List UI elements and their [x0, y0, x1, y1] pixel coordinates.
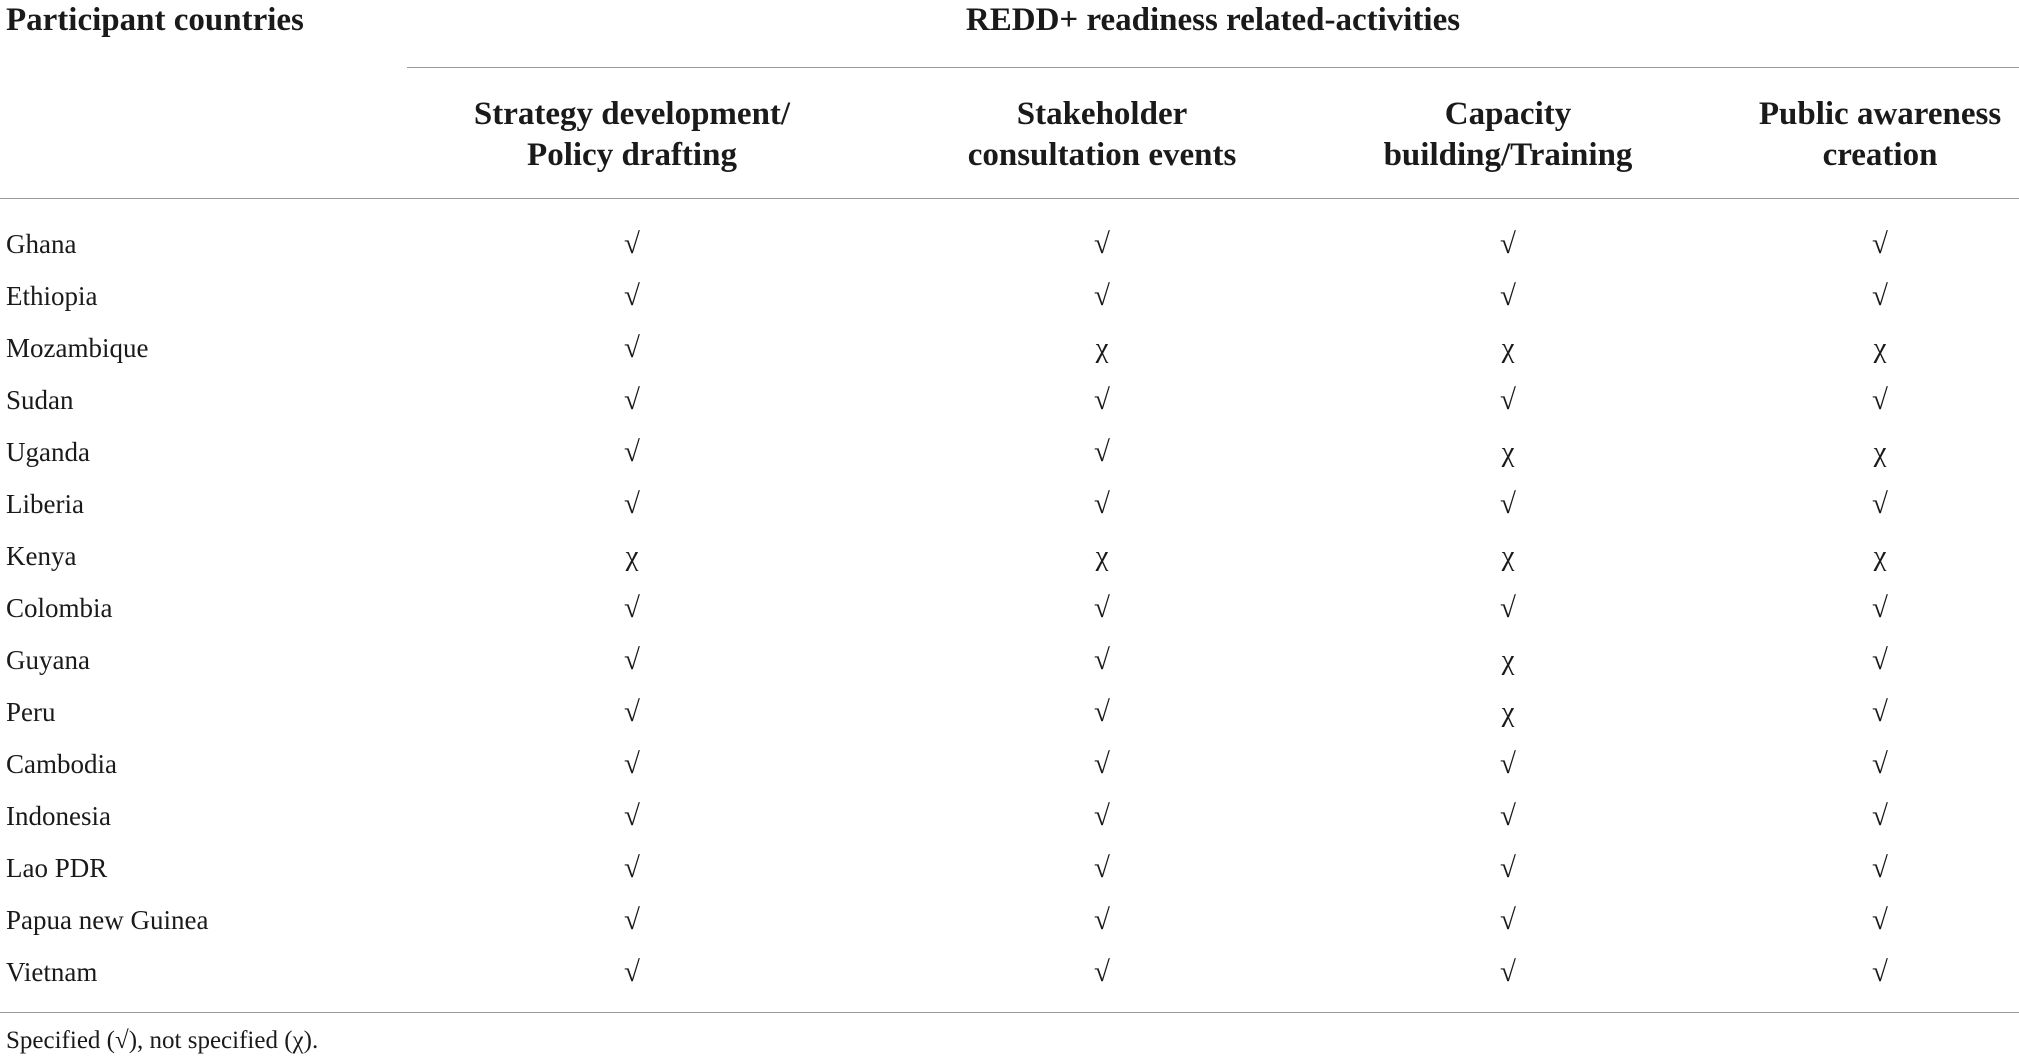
country-cell: Uganda: [6, 437, 90, 467]
specified-mark-public-awareness: √: [1872, 488, 1888, 520]
table-row: [0, 790, 2019, 842]
redd-activities-group-header: REDD+ readiness related-activities: [965, 2, 1461, 38]
specified-mark-strategy-development: √: [624, 384, 640, 416]
specified-mark-capacity-building: √: [1500, 592, 1516, 624]
specified-mark-strategy-development: √: [624, 436, 640, 468]
not-specified-mark-stakeholder-consultation: χ: [1095, 332, 1109, 364]
table-row: [0, 426, 2019, 478]
table-row: [0, 218, 2019, 270]
specified-mark-strategy-development: √: [624, 696, 640, 728]
specified-mark-stakeholder-consultation: √: [1094, 904, 1110, 936]
specified-mark-capacity-building: √: [1500, 748, 1516, 780]
not-specified-mark-strategy-development: χ: [625, 540, 639, 572]
country-cell: Kenya: [6, 541, 77, 571]
table-row: [0, 946, 2019, 998]
specified-mark-capacity-building: √: [1500, 956, 1516, 988]
specified-mark-strategy-development: √: [624, 488, 640, 520]
specified-mark-stakeholder-consultation: √: [1094, 384, 1110, 416]
specified-mark-capacity-building: √: [1500, 384, 1516, 416]
country-cell: Ghana: [6, 229, 77, 259]
specified-mark-capacity-building: √: [1500, 228, 1516, 260]
specified-mark-public-awareness: √: [1872, 956, 1888, 988]
table-row: [0, 634, 2019, 686]
specified-mark-public-awareness: √: [1872, 748, 1888, 780]
country-cell: Cambodia: [6, 749, 117, 779]
not-specified-mark-public-awareness: χ: [1873, 332, 1887, 364]
table-row: [0, 478, 2019, 530]
specified-mark-public-awareness: √: [1872, 800, 1888, 832]
column-header-capacity-building: Capacity building/Training: [1383, 96, 1633, 173]
group-header-rule: [407, 67, 2019, 68]
column-header-stakeholder-consultation: Stakeholder consultation events: [967, 96, 1237, 173]
participant-countries-header: Participant countries: [6, 2, 304, 38]
specified-mark-public-awareness: √: [1872, 644, 1888, 676]
not-specified-mark-capacity-building: χ: [1501, 540, 1515, 572]
table-row: [0, 842, 2019, 894]
column-header-strategy-development: Strategy development/ Policy drafting: [473, 96, 791, 173]
country-cell: Peru: [6, 697, 56, 727]
country-cell: Liberia: [6, 489, 84, 519]
not-specified-mark-capacity-building: χ: [1501, 436, 1515, 468]
specified-mark-stakeholder-consultation: √: [1094, 592, 1110, 624]
specified-mark-strategy-development: √: [624, 280, 640, 312]
table-row: [0, 894, 2019, 946]
table-footnote: Specified (√), not specified (χ).: [6, 1027, 319, 1054]
specified-mark-stakeholder-consultation: √: [1094, 748, 1110, 780]
table-row: [0, 738, 2019, 790]
table-row: [0, 270, 2019, 322]
country-cell: Lao PDR: [6, 853, 108, 883]
specified-mark-stakeholder-consultation: √: [1094, 852, 1110, 884]
table-row: [0, 322, 2019, 374]
specified-mark-stakeholder-consultation: √: [1094, 696, 1110, 728]
country-cell: Ethiopia: [6, 281, 98, 311]
not-specified-mark-stakeholder-consultation: χ: [1095, 540, 1109, 572]
table-bottom-rule: [0, 1012, 2019, 1013]
specified-mark-stakeholder-consultation: √: [1094, 956, 1110, 988]
specified-mark-stakeholder-consultation: √: [1094, 280, 1110, 312]
country-cell: Sudan: [6, 385, 74, 415]
specified-mark-stakeholder-consultation: √: [1094, 644, 1110, 676]
not-specified-mark-capacity-building: χ: [1501, 332, 1515, 364]
specified-mark-public-awareness: √: [1872, 852, 1888, 884]
not-specified-mark-public-awareness: χ: [1873, 540, 1887, 572]
specified-mark-strategy-development: √: [624, 332, 640, 364]
specified-mark-capacity-building: √: [1500, 488, 1516, 520]
specified-mark-public-awareness: √: [1872, 592, 1888, 624]
specified-mark-strategy-development: √: [624, 800, 640, 832]
country-cell: Vietnam: [6, 957, 98, 987]
specified-mark-strategy-development: √: [624, 748, 640, 780]
specified-mark-capacity-building: √: [1500, 904, 1516, 936]
table-row: [0, 374, 2019, 426]
not-specified-mark-public-awareness: χ: [1873, 436, 1887, 468]
table-row: [0, 686, 2019, 738]
not-specified-mark-capacity-building: χ: [1501, 644, 1515, 676]
specified-mark-strategy-development: √: [624, 644, 640, 676]
country-cell: Colombia: [6, 593, 113, 623]
specified-mark-public-awareness: √: [1872, 228, 1888, 260]
specified-mark-strategy-development: √: [624, 228, 640, 260]
column-header-public-awareness: Public awareness creation: [1758, 96, 2002, 173]
country-cell: Mozambique: [6, 333, 149, 363]
specified-mark-strategy-development: √: [624, 852, 640, 884]
country-cell: Guyana: [6, 645, 90, 675]
specified-mark-public-awareness: √: [1872, 280, 1888, 312]
specified-mark-public-awareness: √: [1872, 384, 1888, 416]
specified-mark-strategy-development: √: [624, 592, 640, 624]
table-row: [0, 582, 2019, 634]
country-cell: Papua new Guinea: [6, 905, 209, 935]
specified-mark-strategy-development: √: [624, 904, 640, 936]
header-bottom-rule: [0, 198, 2019, 199]
specified-mark-stakeholder-consultation: √: [1094, 488, 1110, 520]
specified-mark-stakeholder-consultation: √: [1094, 228, 1110, 260]
specified-mark-public-awareness: √: [1872, 696, 1888, 728]
specified-mark-stakeholder-consultation: √: [1094, 800, 1110, 832]
specified-mark-capacity-building: √: [1500, 800, 1516, 832]
not-specified-mark-capacity-building: χ: [1501, 696, 1515, 728]
country-cell: Indonesia: [6, 801, 111, 831]
specified-mark-capacity-building: √: [1500, 852, 1516, 884]
table-row: [0, 530, 2019, 582]
specified-mark-capacity-building: √: [1500, 280, 1516, 312]
specified-mark-stakeholder-consultation: √: [1094, 436, 1110, 468]
specified-mark-public-awareness: √: [1872, 904, 1888, 936]
specified-mark-strategy-development: √: [624, 956, 640, 988]
